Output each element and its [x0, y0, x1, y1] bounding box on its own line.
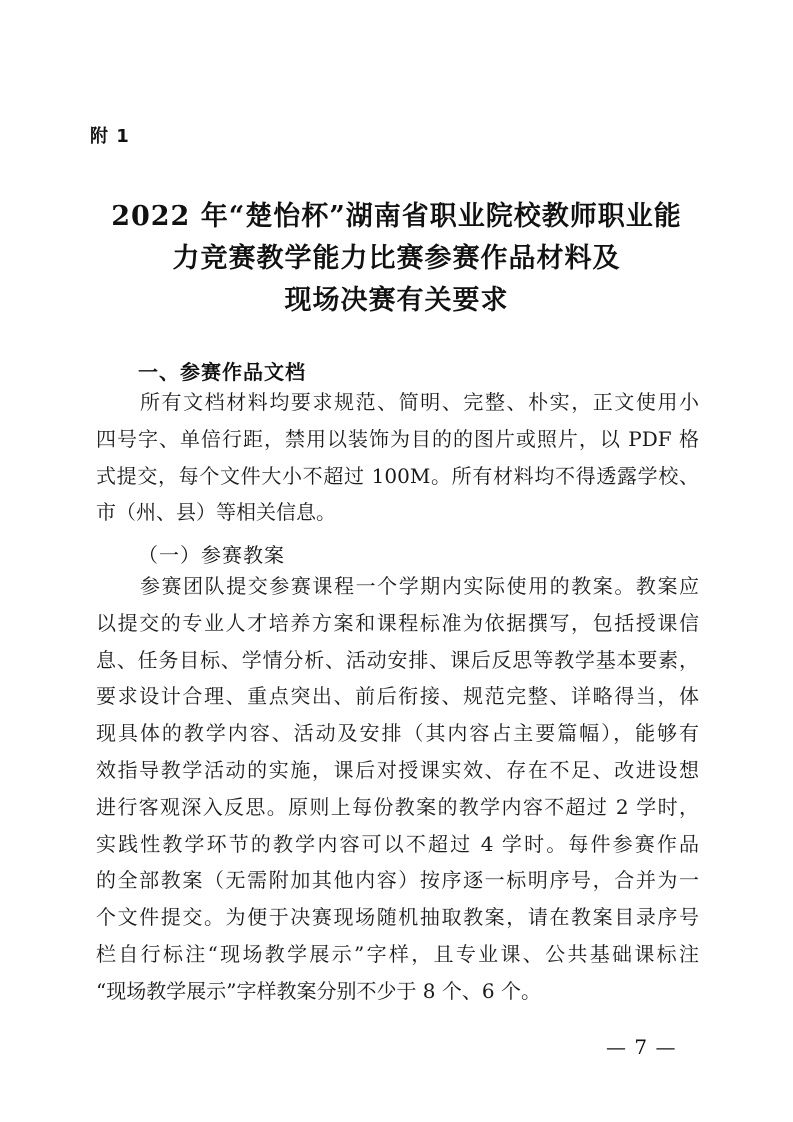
section-paragraph: [96, 384, 699, 531]
paragraph-line: 以提交的专业人才培养方案和课程标准为依据撰写，包括授课信: [96, 610, 699, 635]
paragraph-line: 四号字、单倍行距，禁用以装饰为目的的图片或照片，以 PDF 格: [96, 426, 699, 451]
subsection-heading: （一）参赛教案: [138, 543, 285, 567]
paragraph-line: 所有文档材料均要求规范、简明、完整、朴实，正文使用小: [140, 390, 699, 414]
paragraph-line: 市（州、县）等相关信息。: [96, 500, 336, 525]
paragraph-line: 进行客观深入反思。原则上每份教案的教学内容不超过 2 学时，: [96, 794, 699, 819]
document-title: [70, 196, 723, 322]
page-number: — 7 —: [606, 1035, 677, 1059]
section-heading: 一、参赛作品文档: [138, 360, 306, 384]
paragraph-line: “现场教学展示”字样教案分别不少于 8 个、6 个。: [96, 978, 541, 1003]
paragraph-line: 现具体的教学内容、活动及安排（其内容占主要篇幅），能够有: [96, 721, 699, 746]
paragraph-line: 栏自行标注“现场教学展示”字样，且专业课、公共基础课标注: [96, 941, 699, 966]
paragraph-line: 的全部教案（无需附加其他内容）按序逐一标明序号，合并为一: [96, 868, 699, 893]
paragraph-line: 参赛团队提交参赛课程一个学期内实际使用的教案。教案应: [140, 574, 699, 598]
paragraph-line: 式提交，每个文件大小不超过 100M。所有材料均不得透露学校、: [96, 463, 699, 488]
annex-label: 附 1: [90, 126, 130, 147]
paragraph-line: 实践性教学环节的教学内容可以不超过 4 学时。每件参赛作品: [96, 831, 699, 856]
paragraph-line: 息、任务目标、学情分析、活动安排、课后反思等教学基本要素，: [96, 647, 699, 672]
paragraph-line: 个文件提交。为便于决赛现场随机抽取教案，请在教案目录序号: [96, 905, 699, 930]
paragraph-line: 效指导教学活动的实施，课后对授课实效、存在不足、改进设想: [96, 757, 699, 782]
paragraph-line: 要求设计合理、重点突出、前后衔接、规范完整、详略得当，体: [96, 684, 699, 709]
title-line: 现场决赛有关要求: [284, 285, 509, 316]
title-line: 力竞赛教学能力比赛参赛作品材料及: [172, 243, 621, 274]
title-line: 2022 年“楚怡杯”湖南省职业院校教师职业能: [111, 201, 682, 232]
subsection-paragraph: [96, 568, 699, 1010]
